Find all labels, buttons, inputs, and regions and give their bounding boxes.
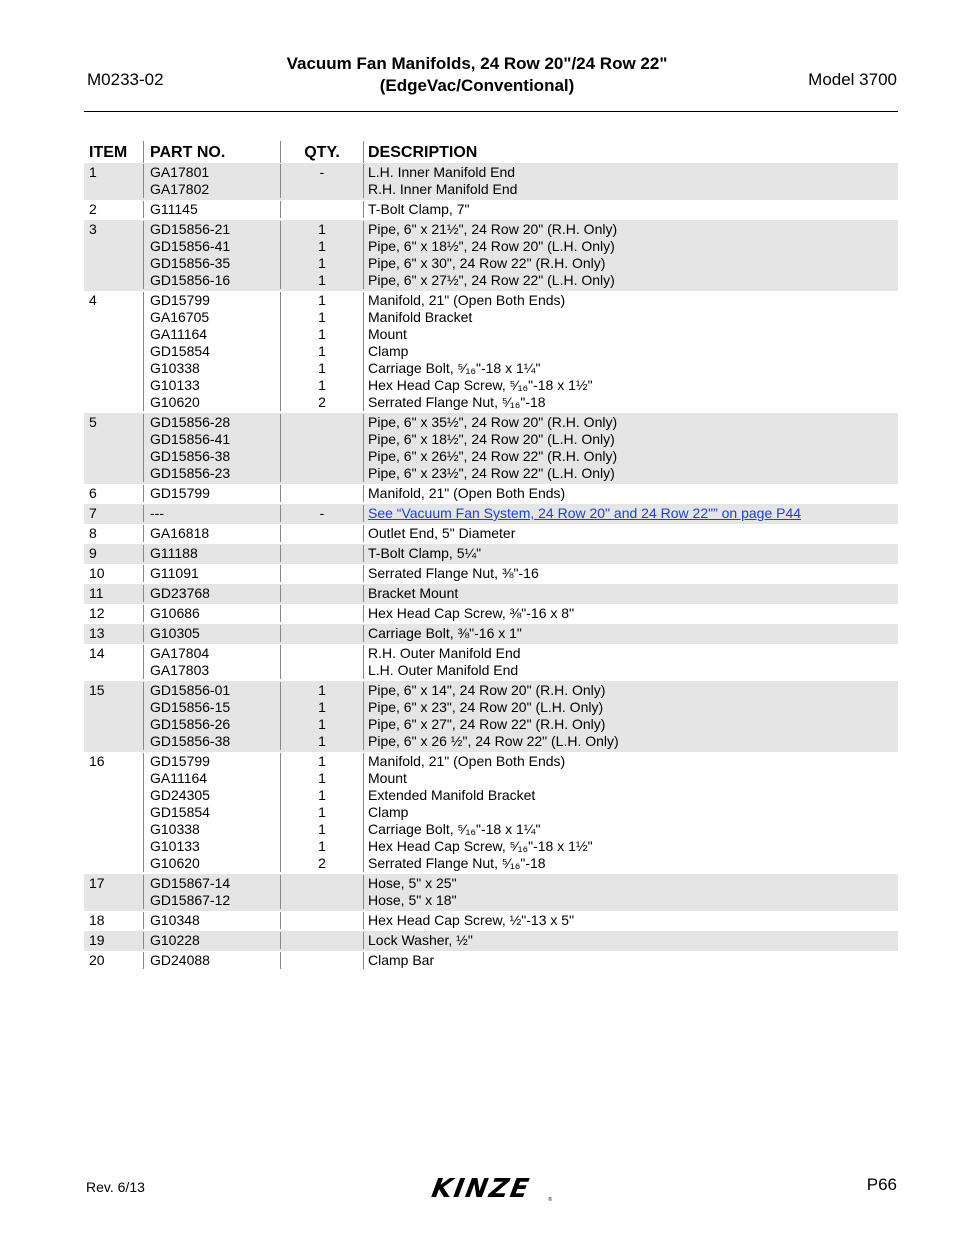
description: Pipe, 6" x 35½", 24 Row 20" (R.H. Only): [368, 414, 618, 430]
part-number: G10338: [150, 360, 200, 376]
part-number: GD23768: [150, 585, 210, 601]
description: Mount: [368, 770, 407, 786]
item-number: 20: [89, 952, 105, 968]
quantity: [281, 662, 363, 679]
quantity: 1: [318, 238, 326, 254]
table-row: [84, 911, 898, 931]
part-number: G10686: [150, 605, 200, 621]
header-rule: [84, 111, 898, 112]
page-number: P66: [866, 1175, 897, 1194]
description: Pipe, 6" x 27", 24 Row 22" (R.H. Only): [368, 716, 606, 732]
page-title: [260, 53, 694, 97]
description: T-Bolt Clamp, 5¼": [368, 545, 482, 561]
table-row: [84, 564, 898, 584]
description: Pipe, 6" x 14", 24 Row 20" (R.H. Only): [368, 682, 606, 698]
table-row: [84, 951, 898, 971]
quantity: [281, 875, 363, 892]
quantities: [280, 292, 363, 411]
descriptions: [363, 201, 898, 218]
table-row: [84, 752, 898, 874]
item-number: 11: [89, 585, 104, 601]
kinze-logo: [429, 1174, 552, 1205]
logo-text: KINZE: [429, 1174, 533, 1204]
part-number: GA17801: [150, 164, 210, 180]
table-row: [84, 544, 898, 564]
quantities: [280, 875, 363, 909]
cross-reference-link[interactable]: See “Vacuum Fan System, 24 Row 20" and 24 Row 22"” on page P44: [368, 505, 802, 521]
parts-table: [84, 141, 898, 971]
descriptions: [363, 221, 898, 289]
quantity: 2: [318, 394, 326, 410]
quantity: 1: [318, 716, 326, 732]
part-number: ---: [150, 505, 164, 521]
part-number: GD15799: [150, 292, 210, 308]
description: Pipe, 6" x 23½", 24 Row 22" (L.H. Only): [368, 465, 615, 481]
description: Hose, 5" x 18": [368, 892, 457, 908]
quantity: [281, 892, 363, 909]
description: Manifold, 21" (Open Both Ends): [368, 753, 566, 769]
quantities: [280, 545, 363, 562]
table-row: [84, 874, 898, 911]
part-number: G11188: [150, 545, 198, 561]
quantity: -: [319, 164, 325, 180]
quantity: 1: [318, 733, 326, 749]
quantity: [281, 645, 363, 662]
table-row: [84, 484, 898, 504]
description: Manifold, 21" (Open Both Ends): [368, 292, 566, 308]
description: Carriage Bolt, ⁵⁄₁₆"-18 x 1¼": [368, 360, 541, 376]
descriptions: [363, 753, 898, 872]
item-number: 5: [89, 414, 97, 430]
description: Hex Head Cap Screw, ½"-13 x 5": [368, 912, 575, 928]
item-number: 18: [89, 912, 105, 928]
description: Serrated Flange Nut, ⁵⁄₁₆"-18: [368, 855, 546, 871]
descriptions: [363, 485, 898, 502]
quantities: [280, 682, 363, 750]
description: Manifold, 21" (Open Both Ends): [368, 485, 566, 501]
table-row: [84, 220, 898, 291]
description: Bracket Mount: [368, 585, 459, 601]
quantities: [280, 932, 363, 949]
quantities: [280, 414, 363, 482]
descriptions: [363, 605, 898, 622]
part-numbers: [143, 201, 280, 218]
title-line-1: Vacuum Fan Manifolds, 24 Row 20"/24 Row 22": [286, 54, 668, 73]
col-item-header: ITEM: [89, 144, 128, 161]
description: Pipe, 6" x 18½", 24 Row 20" (L.H. Only): [368, 238, 615, 254]
quantity: [281, 912, 363, 929]
description: Pipe, 6" x 26 ½", 24 Row 22" (L.H. Only): [368, 733, 619, 749]
part-number: G10133: [150, 838, 200, 854]
description: Lock Washer, ½": [368, 932, 473, 948]
quantities: [280, 485, 363, 502]
part-number: GD15856-26: [150, 716, 231, 732]
title-line-2: (EdgeVac/Conventional): [379, 76, 575, 95]
quantity: [281, 525, 363, 542]
model-label: Model 3700: [808, 70, 897, 89]
description: Serrated Flange Nut, ⁵⁄₁₆"-18: [368, 394, 546, 410]
column-headers: [84, 141, 898, 163]
quantities: [280, 625, 363, 642]
table-row: [84, 504, 898, 524]
part-numbers: [143, 292, 280, 411]
quantities: [280, 221, 363, 289]
part-number: GA17804: [150, 645, 210, 661]
part-numbers: [143, 485, 280, 502]
quantities: [280, 912, 363, 929]
part-numbers: [143, 605, 280, 622]
item-number: 13: [89, 625, 105, 641]
part-number: GD15867-14: [150, 875, 231, 891]
description: Hex Head Cap Screw, ⁵⁄₁₆"-18 x 1½": [368, 838, 593, 854]
quantity: 1: [318, 804, 326, 820]
description: Carriage Bolt, ⅜"-16 x 1": [368, 625, 522, 641]
quantity: 1: [318, 699, 326, 715]
quantity: [281, 414, 363, 431]
item-number: 14: [89, 645, 105, 661]
table-row: [84, 524, 898, 544]
quantity: [281, 605, 363, 622]
descriptions: [363, 912, 898, 929]
part-number: GD15867-12: [150, 892, 231, 908]
quantity: 1: [318, 255, 326, 271]
table-row: [84, 200, 898, 220]
part-number: G10620: [150, 855, 200, 871]
quantity: 1: [318, 821, 326, 837]
item-number: 7: [89, 505, 97, 521]
description: Pipe, 6" x 27½", 24 Row 22" (L.H. Only): [368, 272, 615, 288]
part-numbers: [143, 875, 280, 909]
description: Outlet End, 5" Diameter: [368, 525, 516, 541]
part-number: GD15856-38: [150, 448, 231, 464]
part-numbers: [143, 645, 280, 679]
descriptions: [363, 565, 898, 582]
table-row: [84, 644, 898, 681]
descriptions: [363, 645, 898, 679]
part-number: G10338: [150, 821, 200, 837]
item-number: 2: [89, 201, 97, 217]
item-number: 15: [89, 682, 105, 698]
part-numbers: [143, 565, 280, 582]
description: Pipe, 6" x 30", 24 Row 22" (R.H. Only): [368, 255, 606, 271]
registered-mark: ®: [548, 1197, 552, 1203]
part-numbers: [143, 625, 280, 642]
quantity: 1: [318, 292, 326, 308]
part-number: GD15856-16: [150, 272, 231, 288]
quantity: [281, 431, 363, 448]
quantities: [280, 201, 363, 218]
description: R.H. Outer Manifold End: [368, 645, 521, 661]
quantity: [281, 201, 363, 218]
part-number: G10228: [150, 932, 200, 948]
item-number: 1: [89, 164, 97, 180]
part-number: GD15856-41: [150, 238, 231, 254]
item-number: 3: [89, 221, 97, 237]
quantity: [281, 448, 363, 465]
table-row: [84, 291, 898, 413]
col-part-header: PART NO.: [143, 141, 280, 163]
quantity: 1: [318, 326, 326, 342]
quantity: [281, 181, 363, 198]
descriptions: [363, 292, 898, 411]
quantities: [280, 605, 363, 622]
part-numbers: [143, 505, 280, 522]
table-row: [84, 163, 898, 200]
col-desc-header: DESCRIPTION: [363, 141, 898, 163]
descriptions: [363, 875, 898, 909]
description: Clamp: [368, 804, 409, 820]
part-number: GD15856-23: [150, 465, 231, 481]
quantity: [281, 545, 363, 562]
part-numbers: [143, 912, 280, 929]
quantity: 2: [318, 855, 326, 871]
quantities: [280, 505, 363, 522]
description: Serrated Flange Nut, ⅜"-16: [368, 565, 539, 581]
item-number: 17: [89, 875, 105, 891]
descriptions: [363, 505, 898, 522]
part-numbers: [143, 682, 280, 750]
description: L.H. Inner Manifold End: [368, 164, 516, 180]
description: Pipe, 6" x 26½", 24 Row 22" (R.H. Only): [368, 448, 618, 464]
table-row: [84, 624, 898, 644]
quantities: [280, 753, 363, 872]
part-number: GD15856-28: [150, 414, 231, 430]
description: Clamp Bar: [368, 952, 435, 968]
quantity: 1: [318, 221, 326, 237]
description: Extended Manifold Bracket: [368, 787, 536, 803]
doc-number: M0233-02: [87, 70, 164, 89]
description: Hex Head Cap Screw, ⅜"-16 x 8": [368, 605, 575, 621]
table-row: [84, 604, 898, 624]
part-numbers: [143, 545, 280, 562]
table-row: [84, 584, 898, 604]
part-number: G11091: [150, 565, 199, 581]
part-number: G11145: [150, 201, 198, 217]
item-number: 10: [89, 565, 105, 581]
descriptions: [363, 682, 898, 750]
part-number: GD15799: [150, 753, 210, 769]
part-number: GD15854: [150, 343, 210, 359]
part-number: GD24088: [150, 952, 210, 968]
quantities: [280, 525, 363, 542]
item-number: 4: [89, 292, 97, 308]
description: Pipe, 6" x 23", 24 Row 20" (L.H. Only): [368, 699, 604, 715]
part-number: GA16705: [150, 309, 210, 325]
quantities: [280, 952, 363, 969]
part-number: G10348: [150, 912, 200, 928]
item-number: 19: [89, 932, 105, 948]
description: Clamp: [368, 343, 409, 359]
table-row: [84, 681, 898, 752]
quantity: [281, 625, 363, 642]
quantity: [281, 565, 363, 582]
quantity: 1: [318, 360, 326, 376]
part-number: GA17802: [150, 181, 210, 197]
part-numbers: [143, 414, 280, 482]
quantity: -: [319, 505, 325, 521]
part-numbers: [143, 221, 280, 289]
quantity: 1: [318, 272, 326, 288]
part-number: GD15856-21: [150, 221, 231, 237]
descriptions: [363, 932, 898, 949]
item-number: 12: [89, 605, 105, 621]
descriptions: [363, 525, 898, 542]
description: Mount: [368, 326, 407, 342]
part-number: GA16818: [150, 525, 210, 541]
revision-label: Rev. 6/13: [86, 1179, 145, 1195]
description: Manifold Bracket: [368, 309, 473, 325]
table-body: [84, 163, 898, 971]
quantity: 1: [318, 309, 326, 325]
quantity: 1: [318, 343, 326, 359]
quantities: [280, 164, 363, 198]
item-number: 8: [89, 525, 97, 541]
descriptions: [363, 164, 898, 198]
descriptions: [363, 625, 898, 642]
description: Hex Head Cap Screw, ⁵⁄₁₆"-18 x 1½": [368, 377, 593, 393]
col-qty-header: QTY.: [280, 141, 363, 163]
part-numbers: [143, 164, 280, 198]
quantity: 1: [318, 838, 326, 854]
part-number: GD15856-38: [150, 733, 231, 749]
part-number: GD15856-01: [150, 682, 231, 698]
quantity: [281, 465, 363, 482]
description: Pipe, 6" x 18½", 24 Row 20" (L.H. Only): [368, 431, 615, 447]
description: Hose, 5" x 25": [368, 875, 457, 891]
part-number: G10133: [150, 377, 200, 393]
descriptions: [363, 585, 898, 602]
quantity: 1: [318, 753, 326, 769]
part-number: GD15799: [150, 485, 210, 501]
quantity: 1: [318, 682, 326, 698]
description: L.H. Outer Manifold End: [368, 662, 519, 678]
part-numbers: [143, 585, 280, 602]
quantities: [280, 585, 363, 602]
quantity: 1: [318, 787, 326, 803]
part-number: GA17803: [150, 662, 210, 678]
part-number: G10620: [150, 394, 200, 410]
quantity: 1: [318, 377, 326, 393]
part-number: GD15856-15: [150, 699, 231, 715]
quantities: [280, 645, 363, 679]
part-numbers: [143, 525, 280, 542]
part-number: GD15854: [150, 804, 210, 820]
part-number: GD15856-35: [150, 255, 231, 271]
descriptions: [363, 545, 898, 562]
item-number: 16: [89, 753, 105, 769]
part-number: GA11164: [150, 770, 208, 786]
description: R.H. Inner Manifold End: [368, 181, 518, 197]
quantity: 1: [318, 770, 326, 786]
part-numbers: [143, 952, 280, 969]
quantity: [281, 485, 363, 502]
part-number: GA11164: [150, 326, 208, 342]
description: T-Bolt Clamp, 7": [368, 201, 470, 217]
part-number: G10305: [150, 625, 200, 641]
item-number: 6: [89, 485, 97, 501]
part-numbers: [143, 753, 280, 872]
part-numbers: [143, 932, 280, 949]
quantity: [281, 952, 363, 969]
item-number: 9: [89, 545, 97, 561]
part-number: GD15856-41: [150, 431, 231, 447]
quantity: [281, 585, 363, 602]
descriptions: [363, 414, 898, 482]
table-row: [84, 413, 898, 484]
description: Pipe, 6" x 21½", 24 Row 20" (R.H. Only): [368, 221, 618, 237]
quantity: [281, 932, 363, 949]
description: Carriage Bolt, ⁵⁄₁₆"-18 x 1¼": [368, 821, 541, 837]
descriptions: [363, 952, 898, 969]
quantities: [280, 565, 363, 582]
table-row: [84, 931, 898, 951]
part-number: GD24305: [150, 787, 210, 803]
